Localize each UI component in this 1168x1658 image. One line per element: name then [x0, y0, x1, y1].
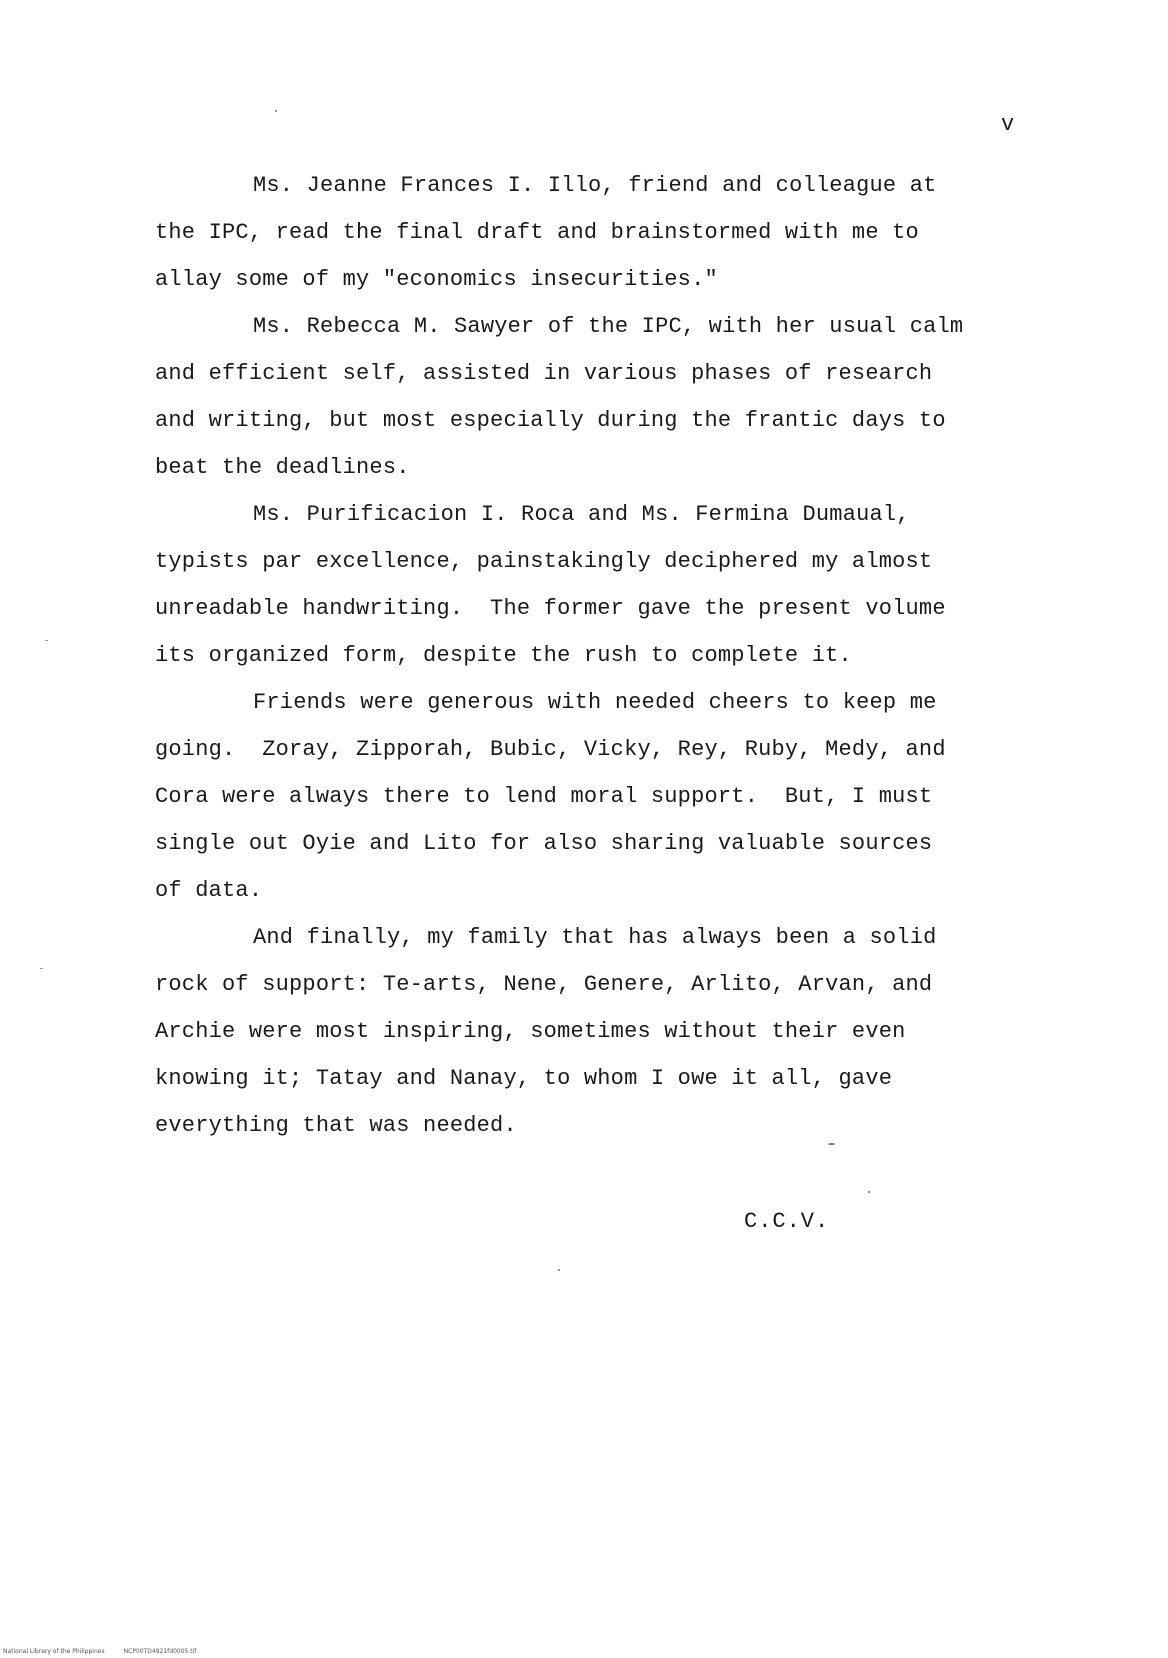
text-line: unreadable handwriting. The former gave the present volume — [155, 596, 946, 621]
text-line: of data. — [155, 878, 263, 903]
text-line: Friends were generous with needed cheers to keep me — [253, 690, 937, 715]
scan-footer — [3, 1648, 196, 1655]
scan-speck — [868, 1191, 870, 1193]
text-line: Ms. Purificacion I. Roca and Ms. Fermina Dumaual, — [253, 502, 910, 527]
text-line: its organized form, despite the rush to complete it. — [155, 643, 852, 668]
footer-file-id: NCP00TD4921fd0005.tif — [123, 1648, 197, 1655]
signature-initials: C.C.V. — [744, 1209, 830, 1234]
acknowledgments-text — [155, 162, 1045, 1149]
scan-speck — [45, 640, 48, 641]
text-line: knowing it; Tatay and Nanay, to whom I owe it all, gave — [155, 1066, 893, 1091]
text-line: and writing, but most especially during the frantic days to — [155, 408, 946, 433]
text-line: single out Oyie and Lito for also sharing valuable sources — [155, 831, 933, 856]
text-line: the IPC, read the final draft and brainstormed with me to — [155, 220, 919, 245]
scan-speck — [828, 1143, 835, 1145]
text-line: going. Zoray, Zipporah, Bubic, Vicky, Rey, Ruby, Medy, and — [155, 737, 946, 762]
text-line: Cora were always there to lend moral support. But, I must — [155, 784, 933, 809]
footer-library: National Library of the Philippines — [3, 1648, 105, 1655]
text-line: allay some of my "economics insecurities." — [155, 267, 718, 292]
text-line: Ms. Jeanne Frances I. Illo, friend and colleague at — [253, 173, 937, 198]
text-line: Ms. Rebecca M. Sawyer of the IPC, with her usual calm — [253, 314, 964, 339]
text-line: Archie were most inspiring, sometimes without their even — [155, 1019, 906, 1044]
text-line: rock of support: Te-arts, Nene, Genere, Arlito, Arvan, and — [155, 972, 933, 997]
page-number: v — [1001, 112, 1015, 137]
scan-speck — [558, 1269, 560, 1271]
scan-speck — [40, 968, 43, 969]
scan-speck — [275, 110, 277, 112]
text-line: and efficient self, assisted in various phases of research — [155, 361, 933, 386]
text-line: And finally, my family that has always been a solid — [253, 925, 937, 950]
text-line: beat the deadlines. — [155, 455, 410, 480]
text-line: typists par excellence, painstakingly deciphered my almost — [155, 549, 933, 574]
text-line: everything that was needed. — [155, 1113, 517, 1138]
